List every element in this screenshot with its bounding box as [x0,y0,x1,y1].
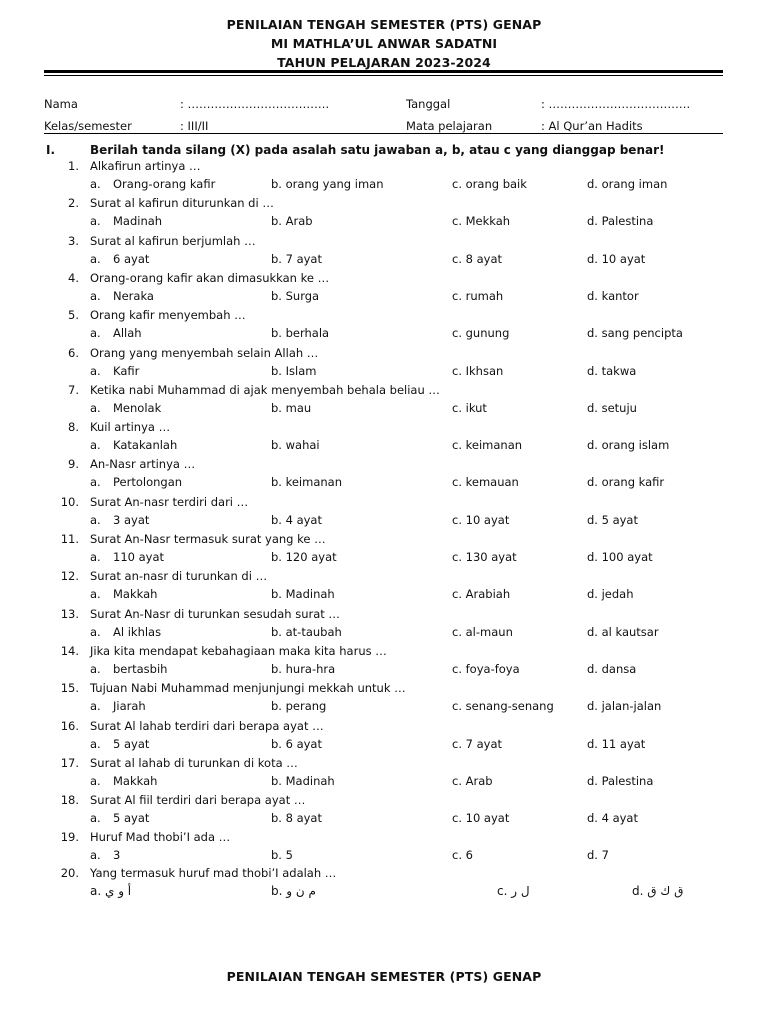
question-number: 18. [60,793,79,807]
header-rule-thin [44,75,723,76]
option-d: d. 7 [587,848,609,862]
header-rule-thick [44,70,723,73]
option-c: c. keimanan [452,438,523,452]
option-b: b. 7 ayat [271,252,322,266]
question-text: Tujuan Nabi Muhammad menjunjungi mekkah untuk … [90,681,406,695]
question-item [0,756,768,792]
question-number: 19. [60,830,79,844]
question-number: 5. [68,308,79,322]
option-a: Pertolongan [113,475,183,489]
question-text: Orang-orang kafir akan dimasukkan ke … [90,271,330,285]
option-c: c. 130 ayat [452,550,517,564]
option-c: c. 10 ayat [452,513,510,527]
option-b: b. 4 ayat [271,513,322,527]
question-item [0,793,768,829]
question-text: Orang kafir menyembah … [90,308,246,322]
option-a-letter: a. [90,289,101,303]
option-a: bertasbih [113,662,168,676]
option-c: c. Arabiah [452,587,511,601]
question-text: Surat al kafirun berjumlah … [90,234,256,248]
info-rule [44,133,723,134]
option-a: 6 ayat [113,252,150,266]
option-c: c. 8 ayat [452,252,503,266]
option-d: d. Palestina [587,774,654,788]
option-c: c. 6 [452,848,473,862]
question-item [0,830,768,866]
question-item [0,457,768,493]
option-d: d. Palestina [587,214,654,228]
option-a-letter: a. [90,401,101,415]
mapel-value: : Al Qur’an Hadits [541,119,643,133]
question-number: 16. [60,719,79,733]
option-a: 5 ayat [113,811,150,825]
option-d: d. setuju [587,401,637,415]
question-number: 12. [60,569,79,583]
option-d: d. orang kafir [587,475,665,489]
option-a-letter: a. [90,438,101,452]
option-b: b. Madinah [271,774,335,788]
option-b: b. at-taubah [271,625,342,639]
footer-title: PENILAIAN TENGAH SEMESTER (PTS) GENAP [226,969,542,984]
option-c: c. senang-senang [452,699,554,713]
option-d: d. jalan-jalan [587,699,662,713]
option-a: Madinah [113,214,163,228]
question-number: 15. [60,681,79,695]
option-d: d. 11 ayat [587,737,646,751]
option-b: b. hura-hra [271,662,336,676]
question-item [0,532,768,568]
question-item [0,308,768,344]
option-a-letter: a. [90,699,101,713]
option-b: b. 8 ayat [271,811,322,825]
question-number: 9. [68,457,79,471]
question-item [0,866,768,902]
option-a-letter: a. [90,848,101,862]
option-c: c. ikut [452,401,487,415]
question-text: Yang termasuk huruf mad thobi’I adalah … [90,866,337,880]
question-text: Orang yang menyembah selain Allah … [90,346,319,360]
option-c: c. ل ر [497,884,530,898]
option-a: 110 ayat [113,550,165,564]
option-d: d. ق ك ق [632,884,684,898]
option-a: Makkah [113,774,158,788]
option-a-letter: a. [90,587,101,601]
option-d: d. orang iman [587,177,668,191]
option-a: Allah [113,326,142,340]
option-c: c. 7 ayat [452,737,503,751]
option-d: d. 10 ayat [587,252,646,266]
tanggal-label: Tanggal [406,97,451,111]
option-c: c. orang baik [452,177,527,191]
question-item [0,681,768,717]
option-b: b. perang [271,699,327,713]
mapel-label: Mata pelajaran [406,119,493,133]
question-number: 2. [68,196,79,210]
option-d: d. dansa [587,662,637,676]
option-b: b. Madinah [271,587,335,601]
school-name: MI MATHLA’UL ANWAR SADATNI [270,36,498,51]
section-number: I. [46,143,56,157]
option-c: c. Ikhsan [452,364,504,378]
option-b: b. orang yang iman [271,177,384,191]
question-text: An-Nasr artinya … [90,457,196,471]
question-item [0,569,768,605]
option-b: b. mau [271,401,312,415]
question-number: 11. [60,532,79,546]
option-a: Al ikhlas [113,625,162,639]
question-item [0,271,768,307]
option-d: d. takwa [587,364,637,378]
option-a: 3 ayat [113,513,150,527]
option-b: b. berhala [271,326,330,340]
option-b: b. م ن و [271,884,316,898]
section-instruction: Berilah tanda silang (X) pada asalah satu jawaban a, b, atau c yang dianggap benar! [90,143,665,157]
question-text: Huruf Mad thobi’I ada … [90,830,231,844]
option-c: c. al-maun [452,625,513,639]
option-a: Menolak [113,401,162,415]
question-text: Surat al lahab di turunkan di kota … [90,756,298,770]
option-b: b. Islam [271,364,317,378]
question-number: 7. [68,383,79,397]
option-b: b. 5 [271,848,293,862]
option-a: Neraka [113,289,154,303]
option-a-letter: a. [90,625,101,639]
option-c: c. Mekkah [452,214,511,228]
option-d: d. 5 ayat [587,513,638,527]
option-a-letter: a. [90,326,101,340]
option-b: b. 120 ayat [271,550,337,564]
question-number: 1. [68,159,79,173]
option-a-letter: a. [90,513,101,527]
option-a-letter: a. [90,662,101,676]
question-text: Jika kita mendapat kebahagiaan maka kita harus … [90,644,387,658]
option-c: c. kemauan [452,475,519,489]
question-text: Surat An-Nasr termasuk surat yang ke … [90,532,326,546]
option-b: b. 6 ayat [271,737,322,751]
option-a: 5 ayat [113,737,150,751]
question-text: Kuil artinya … [90,420,171,434]
option-c: c. gunung [452,326,510,340]
option-a-letter: a. [90,177,101,191]
question-text: Alkafirun artinya … [90,159,201,173]
tanggal-field: : ………………………………. [541,97,691,111]
option-a-letter: a. [90,774,101,788]
question-item [0,346,768,382]
question-number: 20. [60,866,79,880]
question-text: Surat al kafirun diturunkan di … [90,196,274,210]
option-d: d. orang islam [587,438,670,452]
option-b: b. keimanan [271,475,343,489]
question-item [0,495,768,531]
option-a: Kafir [113,364,140,378]
question-item [0,234,768,270]
option-d: d. jedah [587,587,634,601]
question-number: 13. [60,607,79,621]
nama-field: : ………………………………. [180,97,330,111]
kelas-label: Kelas/semester [44,119,132,133]
option-c: c. rumah [452,289,504,303]
question-item [0,719,768,755]
question-item [0,420,768,456]
kelas-value: : III/II [180,119,209,133]
option-b: b. Surga [271,289,320,303]
option-c: c. foya-foya [452,662,520,676]
question-item [0,196,768,232]
option-d: d. 4 ayat [587,811,638,825]
option-a-letter: a. [90,214,101,228]
option-a-letter: a. [90,737,101,751]
question-text: Surat an-nasr di turunkan di … [90,569,268,583]
option-d: d. al kautsar [587,625,659,639]
question-text: Surat Al lahab terdiri dari berapa ayat … [90,719,324,733]
question-number: 6. [68,346,79,360]
option-a-letter: a. [90,475,101,489]
question-text: Surat An-Nasr di turunkan sesudah surat … [90,607,340,621]
question-number: 4. [68,271,79,285]
option-a: Katakanlah [113,438,178,452]
nama-label: Nama [44,97,78,111]
question-number: 14. [60,644,79,658]
option-a: 3 [113,848,121,862]
question-number: 17. [60,756,79,770]
question-number: 3. [68,234,79,248]
option-a-letter: a. [90,252,101,266]
option-a-letter: a. [90,811,101,825]
question-item [0,607,768,643]
option-a: Jiarah [113,699,146,713]
option-c: c. 10 ayat [452,811,510,825]
option-c: c. Arab [452,774,493,788]
question-item [0,644,768,680]
question-item [0,159,768,195]
option-a: Makkah [113,587,158,601]
option-d: d. 100 ayat [587,550,653,564]
question-text: Surat Al fiil terdiri dari berapa ayat … [90,793,306,807]
question-text: Ketika nabi Muhammad di ajak menyembah behala beliau … [90,383,440,397]
question-item [0,383,768,419]
option-a-letter: a. [90,550,101,564]
option-d: d. kantor [587,289,639,303]
option-a-letter: a. [90,364,101,378]
question-number: 8. [68,420,79,434]
option-b: b. wahai [271,438,320,452]
option-b: b. Arab [271,214,313,228]
option-a: Orang-orang kafir [113,177,216,191]
question-number: 10. [60,495,79,509]
option-d: d. sang pencipta [587,326,683,340]
question-text: Surat An-nasr terdiri dari … [90,495,249,509]
header-title: PENILAIAN TENGAH SEMESTER (PTS) GENAP [226,17,542,32]
academic-year: TAHUN PELAJARAN 2023-2024 [277,55,491,70]
option-a: a. أ و ي [90,884,132,898]
